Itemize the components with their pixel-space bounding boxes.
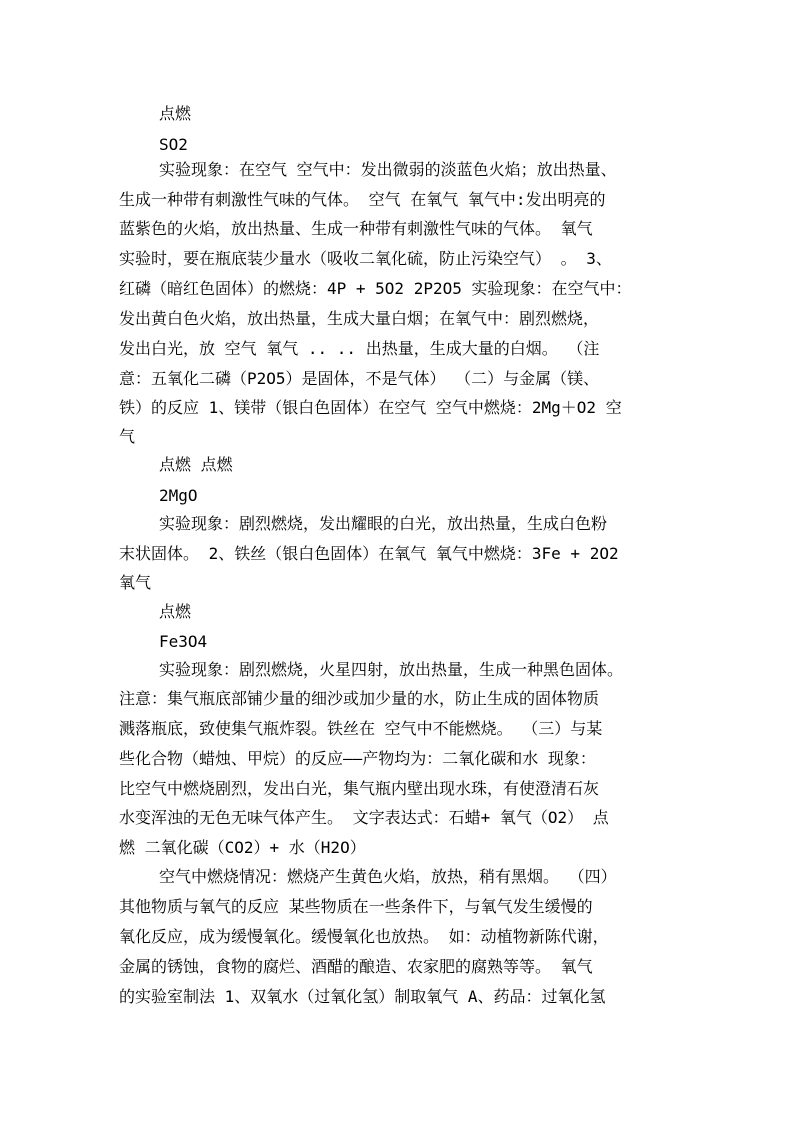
text-line: 实验现象：剧烈燃烧，火星四射，放出热量，生成一种黑色固体。 [159,660,624,679]
text-line: 2MgO [159,486,198,505]
text-line: 红磷（暗红色固体）的燃烧：4P + 5O2 2P2O5 实验现象：在空气中： [119,279,632,298]
text-line: 空气中燃烧情况：燃烧产生黄色火焰，放热，稍有黑烟。 （四） [159,867,617,886]
text-line: 气 [119,427,136,446]
text-line: 其他物质与氧气的反应 某些物质在一些条件下，与氧气发生缓慢的 [119,897,593,916]
text-line: 实验现象：在空气 空气中：发出微弱的淡蓝色火焰；放出热量、 [159,160,617,179]
text-line: Fe3O4 [159,632,208,651]
text-line: 溅落瓶底，致使集气瓶炸裂。铁丝在 空气中不能燃烧。 （三）与某 [119,719,603,738]
text-line: 氧气 [119,573,152,592]
text-line: 生成一种带有刺激性气味的气体。 空气 在氧气 氧气中:发出明亮的 [119,190,606,209]
text-line: 点燃 点燃 [159,455,233,474]
text-line: 比空气中燃烧剧烈，发出白光，集气瓶内壁出现水珠，有使澄清石灰 [119,779,600,798]
text-line: 发出白光，放 空气 氧气 .. .. 出热量，生成大量的白烟。 （注 [119,339,600,358]
text-line: 的实验室制法 1、双氧水（过氧化氢）制取氧气 A、药品：过氧化氢 [119,987,606,1006]
text-line: 末状固体。 2、铁丝（银白色固体）在氧气 氧气中燃烧：3Fe + 2O2 [119,544,619,563]
text-line: 水变浑浊的无色无味气体产生。 文字表达式：石蜡+ 氧气（O2） 点 [119,808,609,827]
text-line: 点燃 [159,602,192,621]
text-line: 实验时，要在瓶底装少量水（吸收二氧化硫，防止污染空气） 。 3、 [119,249,612,268]
text-line: 铁）的反应 1、镁带（银白色固体）在空气 空气中燃烧：2Mg＋O2 空 [119,398,622,417]
text-line: 注意：集气瓶底部铺少量的细沙或加少量的水，防止生成的固体物质 [119,689,600,708]
text-line: 发出黄白色火焰，放出热量，生成大量白烟；在氧气中：剧烈燃烧， [119,309,600,328]
text-line: 金属的锈蚀，食物的腐烂、酒醋的酿造、农家肥的腐熟等等。 氧气 [119,957,593,976]
text-line: 蓝紫色的火焰，放出热量、生成一种带有刺激性气味的气体。 氧气 [119,219,593,238]
text-line: 些化合物（蜡烛、甲烷）的反应——产物均为：二氧化碳和水 现象： [119,749,596,768]
text-line: 氧化反应，成为缓慢氧化。缓慢氧化也放热。 如：动植物新陈代谢， [119,927,609,946]
text-line: 实验现象：剧烈燃烧，发出耀眼的白光，放出热量，生成白色粉 [159,514,608,533]
text-line: 燃 二氧化碳（CO2）+ 水（H2O） [119,838,366,857]
text-line: SO2 [159,135,188,154]
text-line: 点燃 [159,104,192,123]
text-line: 意：五氧化二磷（P2O5）是固体，不是气体） （二）与金属（镁、 [119,369,600,388]
